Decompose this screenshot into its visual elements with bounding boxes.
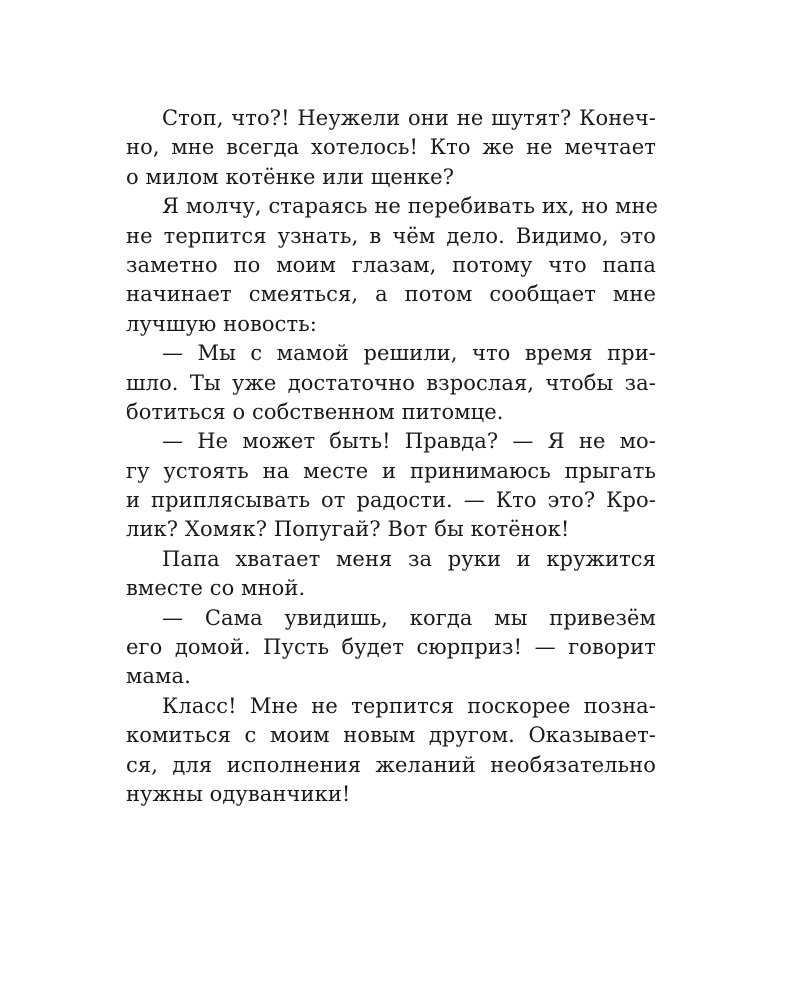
text-line: заметно по моим глазам, потому что папа — [126, 252, 656, 277]
text-line: ботиться о собственном питомце. — [126, 399, 504, 424]
text-line: Стоп, что?! Неужели они не шутят? Конеч- — [162, 106, 656, 130]
paragraph — [126, 192, 659, 339]
text-line: но, мне всегда хотелось! Кто же не мечтает — [126, 135, 656, 160]
text-line: шло. Ты уже достаточно взрослая, чтобы за- — [126, 370, 656, 395]
text-line: нужны одуванчики! — [126, 781, 351, 806]
page-text — [126, 104, 659, 809]
paragraph — [126, 339, 656, 427]
text-line: — Сама увидишь, когда мы привезём — [162, 605, 656, 630]
text-line: гу устоять на месте и принимаюсь прыгать — [126, 458, 656, 483]
text-line: Я молчу, стараясь не перебивать их, но мне — [162, 194, 659, 219]
paragraph — [126, 427, 656, 545]
text-line: мама. — [126, 664, 191, 689]
text-line: и приплясывать от радости. — Кто это? Кро- — [126, 488, 656, 513]
text-line: — Не может быть! Правда? — Я не мо- — [162, 429, 656, 454]
text-line: Папа хватает меня за руки и кружится — [162, 546, 656, 571]
text-line: — Мы с мамой решили, что время при- — [162, 341, 656, 366]
paragraph — [126, 692, 656, 810]
text-line: ся, для исполнения желаний необязательно — [126, 752, 656, 777]
text-line: начинает смеяться, а потом сообщает мне — [126, 282, 656, 307]
paragraph — [126, 545, 656, 604]
text-line: его домой. Пусть будет сюрприз! — говорит — [126, 635, 656, 660]
text-line: Класс! Мне не терпится поскорее позна- — [162, 693, 656, 718]
text-line: о милом котёнке или щенке? — [126, 164, 455, 189]
text-line: вместе со мной. — [126, 576, 306, 601]
text-line: комиться с моим новым другом. Оказывает- — [126, 723, 656, 748]
text-line: лучшую новость: — [126, 311, 317, 336]
paragraph — [126, 604, 656, 692]
paragraph — [126, 104, 656, 192]
text-line: не терпится узнать, в чём дело. Видимо, это — [126, 223, 656, 248]
text-line: лик? Хомяк? Попугай? Вот бы котёнок! — [126, 517, 570, 542]
